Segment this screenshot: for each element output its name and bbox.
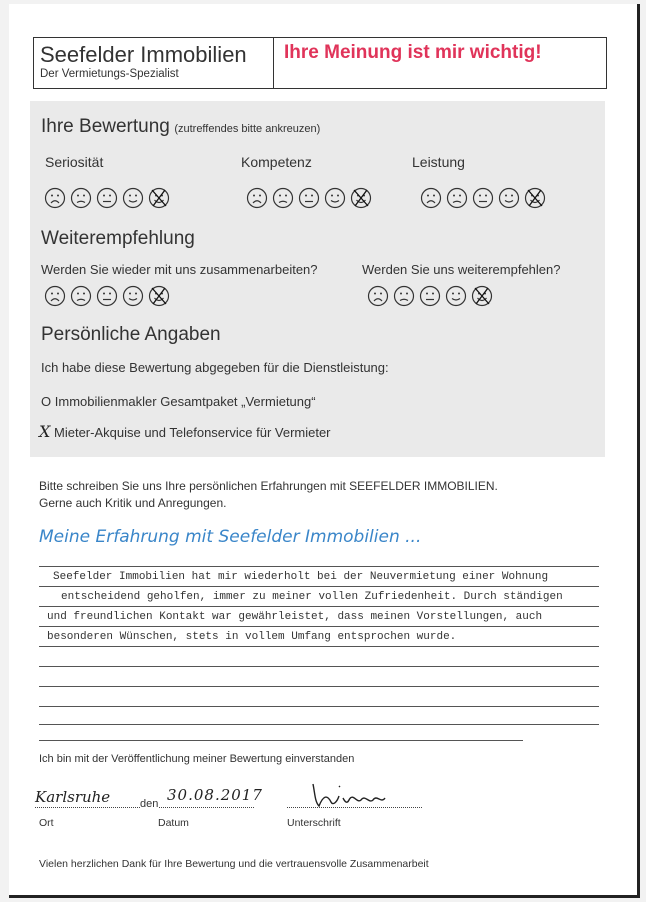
rule-line [39, 626, 599, 627]
unhappy-face-icon[interactable] [70, 187, 92, 209]
rule-line [39, 566, 599, 567]
place-line [35, 807, 140, 808]
signature-drawing [309, 776, 399, 810]
option-marker-checked: X [39, 422, 51, 441]
option-1-label: Immobilienmakler Gesamtpaket „Vermietung“ [54, 394, 316, 409]
date-value: 30.08.2017 [167, 786, 263, 804]
happy-face-icon[interactable] [122, 187, 144, 209]
very-unhappy-face-icon[interactable] [246, 187, 268, 209]
rule-line [39, 606, 599, 607]
rule-line [39, 706, 599, 707]
request-line-1: Bitte schreiben Sie uns Ihre persönlichen Erfahrungen mit SEEFELDER IMMOBILIEN. [39, 479, 498, 493]
rule-line [39, 586, 599, 587]
happy-face-icon[interactable] [324, 187, 346, 209]
neutral-face-icon[interactable] [298, 187, 320, 209]
rating-scale-leistung [420, 187, 546, 209]
rating-scale-work-again [44, 285, 170, 307]
rating-section-title [41, 116, 320, 138]
rule-line [39, 666, 599, 667]
neutral-face-icon[interactable] [472, 187, 494, 209]
question-recommend: Werden Sie uns weiterempfehlen? [362, 262, 561, 277]
form-header [33, 37, 607, 89]
service-intro: Ich habe diese Bewertung abgegeben für die Dienstleistung: [41, 360, 389, 375]
unhappy-face-icon[interactable] [70, 285, 92, 307]
neutral-face-icon[interactable] [419, 285, 441, 307]
thanks-text: Vielen herzlichen Dank für Ihre Bewertung und die vertrauensvolle Zusammenarbeit [39, 858, 429, 870]
option-marker-empty: O [41, 394, 52, 409]
request-line-2: Gerne auch Kritik und Anregungen. [39, 496, 227, 510]
neutral-face-icon[interactable] [96, 187, 118, 209]
category-label-leistung: Leistung [412, 154, 465, 170]
unhappy-face-icon[interactable] [272, 187, 294, 209]
very-happy-face-icon[interactable] [148, 187, 170, 209]
personal-title: Persönliche Angaben [41, 324, 221, 345]
experience-line-1: Seefelder Immobilien hat mir wiederholt bei der Neuvermietung einer Wohnung [53, 571, 549, 583]
very-happy-face-icon[interactable] [148, 285, 170, 307]
company-name: Seefelder Immobilien [40, 42, 247, 67]
option-2-label: Mieter-Akquise und Telefonservice für Vermieter [54, 425, 331, 440]
unhappy-face-icon[interactable] [446, 187, 468, 209]
rule-line [39, 646, 599, 647]
den-text: den [140, 798, 159, 810]
category-label-seriositaet: Seriosität [45, 154, 104, 170]
date-label: Datum [158, 817, 189, 829]
very-happy-face-icon[interactable] [471, 285, 493, 307]
place-value: Karlsruhe [35, 788, 111, 806]
company-tagline: Der Vermietungs-Spezialist [40, 68, 179, 80]
very-unhappy-face-icon[interactable] [44, 187, 66, 209]
happy-face-icon[interactable] [445, 285, 467, 307]
happy-face-icon[interactable] [498, 187, 520, 209]
date-line [159, 807, 254, 808]
feedback-form [9, 4, 640, 898]
slogan: Ihre Meinung ist mir wichtig! [284, 42, 542, 63]
place-label: Ort [39, 817, 54, 829]
experience-line-2: entscheidend geholfen, immer zu meiner vollen Zufriedenheit. Durch ständigen [61, 591, 563, 603]
signature-line [287, 807, 422, 808]
very-happy-face-icon[interactable] [524, 187, 546, 209]
experience-line-4: besonderen Wünschen, stets in vollem Umfang entsprochen wurde. [47, 631, 457, 643]
recommendation-title: Weiterempfehlung [41, 228, 195, 249]
very-unhappy-face-icon[interactable] [44, 285, 66, 307]
very-unhappy-face-icon[interactable] [367, 285, 389, 307]
happy-face-icon[interactable] [122, 285, 144, 307]
rating-title: Ihre Bewertung [41, 116, 170, 137]
rating-scale-seriositaet [44, 187, 170, 209]
service-option-2 [39, 422, 331, 441]
consent-text: Ich bin mit der Veröffentlichung meiner Bewertung einverstanden [39, 753, 355, 765]
category-label-kompetenz: Kompetenz [241, 154, 312, 170]
very-unhappy-face-icon[interactable] [420, 187, 442, 209]
rule-line [39, 740, 523, 741]
rating-note: (zutreffendes bitte ankreuzen) [174, 123, 321, 135]
rating-scale-recommend [367, 285, 493, 307]
experience-heading: Meine Erfahrung mit Seefelder Immobilien ... [39, 527, 422, 547]
very-happy-face-icon[interactable] [350, 187, 372, 209]
question-work-again: Werden Sie wieder mit uns zusammenarbeiten? [41, 262, 318, 277]
rule-line [39, 724, 599, 725]
rating-scale-kompetenz [246, 187, 372, 209]
rule-line [39, 686, 599, 687]
service-option-1 [41, 394, 316, 409]
experience-line-3: und freundlichen Kontakt war gewährleistet, dass meinen Vorstellungen, auch [47, 611, 543, 623]
neutral-face-icon[interactable] [96, 285, 118, 307]
unhappy-face-icon[interactable] [393, 285, 415, 307]
request-text [39, 478, 498, 512]
signature-label: Unterschrift [287, 817, 341, 829]
company-box [34, 38, 274, 88]
